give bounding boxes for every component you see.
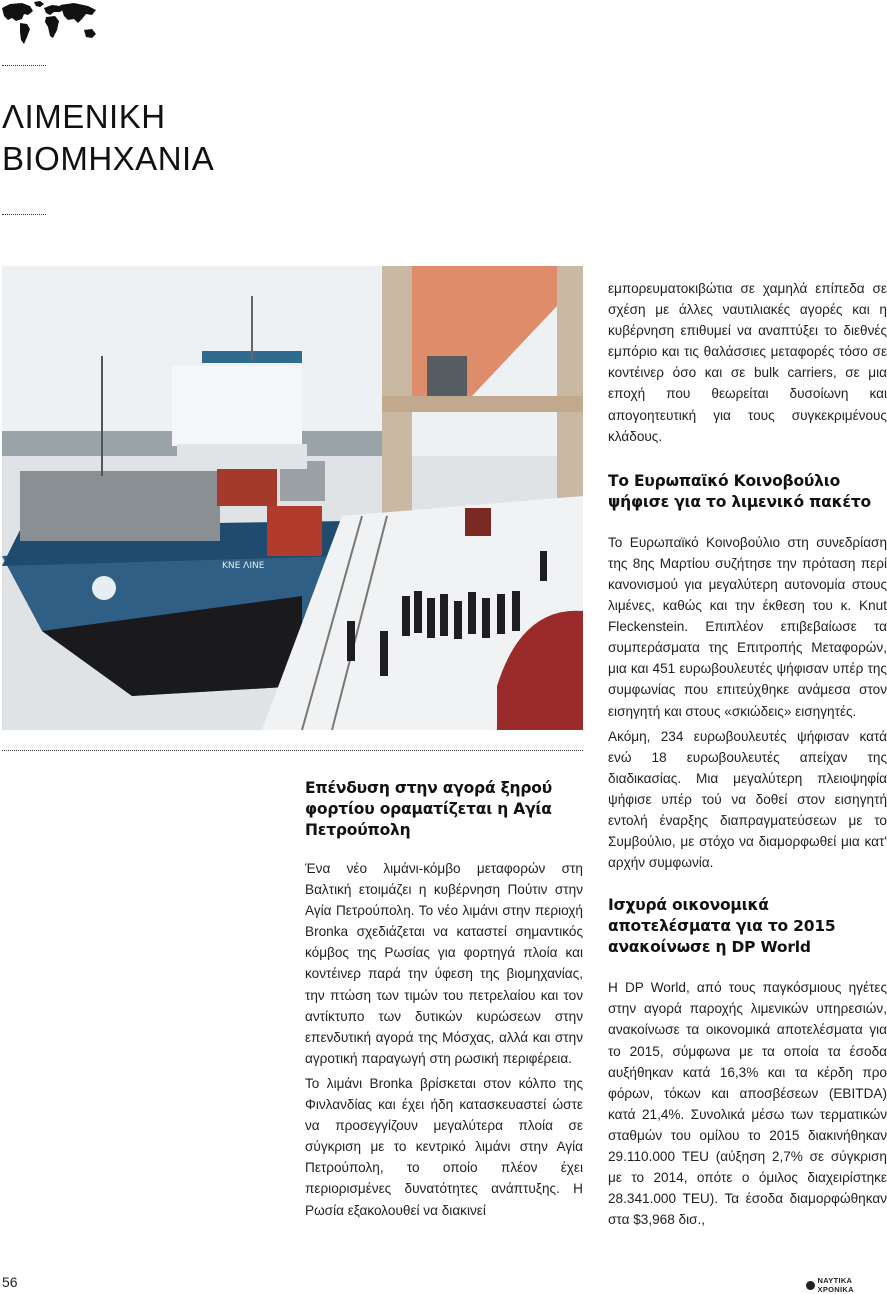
article2-paragraph: Ακόμη, 234 ευρωβουλευτές ψήφισαν κατά ενώ 18 ευρωβουλευτές απείχαν της διαδικασίας. Μια μεγαλύτερη πλειοψηφία ψήφισε υπέρ τού να δοθεί στον εισηγητή εντολή έναρξης διαπραγματεύσεων με το Συμβούλιο, με στόχο να διαμορφωθεί μια κατ' αρχήν συμφωνία. xyxy=(608,728,887,871)
article3-heading: Ισχυρά οικονομικά αποτελέσματα για το 2015 ανακοίνωσε η DP World xyxy=(608,896,836,957)
article1-paragraph: Το λιμάνι Bronka βρίσκεται στον κόλπο της Φινλανδίας και έχει ήδη κατασκευαστεί ώστε να προσεγγίζουν μεγαλύτερα πλοία σε σύγκριση με το κεντρικό λιμάνι στην Αγία Πετρούπολη, το οποίο πλέον έχει περιορισμένες δυνατότητες ανάπτυξης. Η Ρωσία εξακολουθεί να διακινεί xyxy=(305,1075,583,1218)
ship-name-text: ΚΝΕ ΛΙΝΕ xyxy=(222,561,265,571)
article1-paragraph: Ένα νέο λιμάνι-κόμβο μεταφορών στη Βαλτική ετοιμάζει η κυβέρνηση Πούτιν στην Αγία Πετρούπολη. Το νέο λιμάνι στην περιοχή Bronka σχεδιάζεται να καταστεί σημαντικός κόμβος της Ρωσίας για φορτηγά πλοία και κοντέινερ παρά την ύφεση της βιομηχανίας, την πτώση των τιμών του πετρελαίου και τον αντίκτυπο των δυτικών κυρώσεων στην επενδυτική αγορά της Μόσχας, αλλά και στην αγροτική παραγωγή στη ρωσική περιφέρεια. xyxy=(305,861,583,1066)
world-map-icon xyxy=(0,0,98,46)
anchor-icon xyxy=(806,1281,815,1290)
article1-body xyxy=(305,858,583,1221)
article2-paragraph: Το Ευρωπαϊκό Κοινοβούλιο στη συνεδρίαση της 8ης Μαρτίου συζήτησε την πρόταση περί κανονισμού για μεγαλύτερη αυτονομία στους λιμένες, καθώς και την έκθεση του κ. Knut Fleckenstein. Επιπλέον επιβεβαίωσε τα συμπεράσματα της Επιτροπής Μεταφορών, μια και 451 ευρωβουλευτές ψήφισαν υπέρ της συμφωνίας που επιτεύχθηκε ανάμεσα στον εισηγητή και στους «σκιώδεις» εισηγητές. xyxy=(608,534,887,719)
divider-photo xyxy=(2,750,583,751)
harbor-photo xyxy=(2,266,583,730)
divider-title xyxy=(2,214,46,215)
article2-body xyxy=(608,532,887,874)
title-line-2: ΒΙΟΜΗΧΑΝΙΑ xyxy=(2,140,215,177)
article2-heading: Το Ευρωπαϊκό Κοινοβούλιο ψήφισε για το λιμενικό πακέτο xyxy=(608,471,872,511)
article3-body xyxy=(608,977,887,1230)
article3-paragraph: Η DP World, από τους παγκόσμιους ηγέτες στην αγορά παροχής λιμενικών υπηρεσιών, ανακοίνωσε τα οικονομικά αποτελέσματα για το 2015, σύμφωνα με τα οποία τα έσοδα αυξήθηκαν κατά 16,3% και τα κέρδη προ φόρων, τόκων και αποσβέσεων (EBITDA) κατά 21,4%. Συνολικά μέσω των τερματικών σταθμών του ομίλου το 2015 διακινήθηκαν 29.110.000 TEU (αύξηση 2,7% σε σύγκριση με το 2014, οπότε ο όμιλος διαχειρίστηκε 28.341.000 TEU). Τα έσοδα διαμορφώθηκαν στα $3,968 δισ., xyxy=(608,980,887,1228)
publication-name: ΝΑΥΤΙΚΑ ΧΡΟΝΙΚΑ xyxy=(817,1276,854,1294)
publication-logo xyxy=(806,1276,887,1294)
article1-continuation: εμπορευματοκιβώτια σε χαμηλά επίπεδα σε σχέση με άλλες ναυτιλιακές αγορές και η κυβέρνηση επιθυμεί να αναπτύξει το διεθνές εμπόριο και τις θαλάσσιες μεταφορές τόσο σε κοντέινερ όσο και σε bulk carriers, σε μια εποχή που θεωρείται δυσοίωνη και απογοητευτική για τους συγκεκριμένους κλάδους. xyxy=(608,281,887,444)
left-column xyxy=(305,778,583,1221)
title-line-1: ΛΙΜΕΝΙΚΗ xyxy=(2,98,166,135)
right-column xyxy=(608,278,887,1230)
article1-heading: Επένδυση στην αγορά ξηρού φορτίου οραματίζεται η Αγία Πετρούπολη xyxy=(305,779,553,839)
divider-top xyxy=(2,65,46,66)
page-title xyxy=(2,96,214,180)
page-number: 56 xyxy=(2,1274,18,1290)
